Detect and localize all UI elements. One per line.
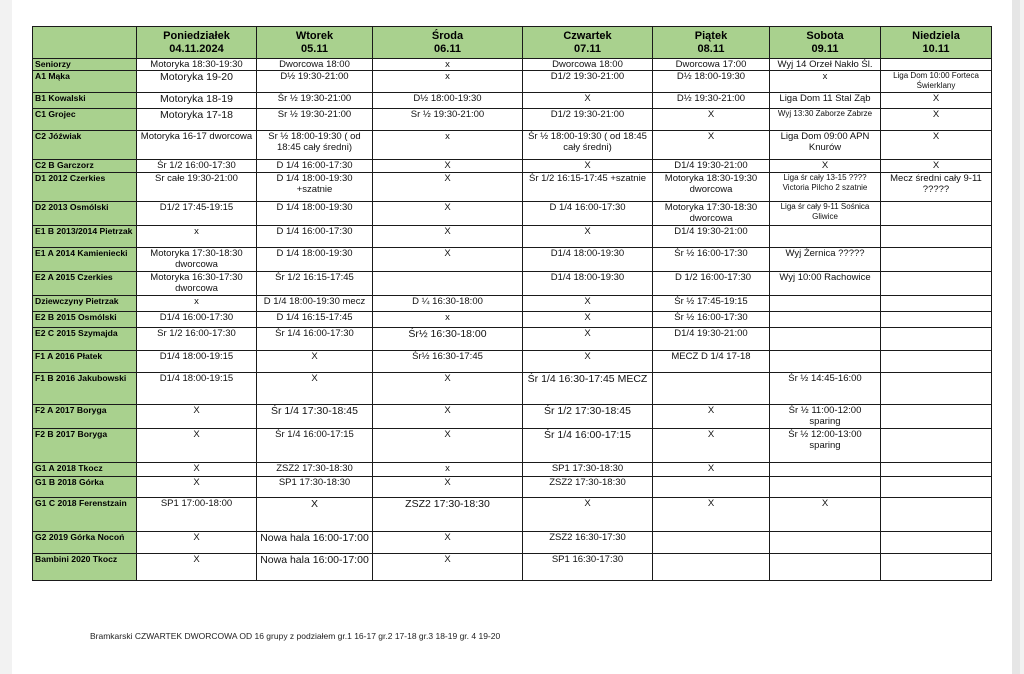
schedule-cell: Liga Dom 09:00 APN Knurów xyxy=(770,131,881,160)
header-thursday: Czwartek 07.11 xyxy=(523,27,653,59)
schedule-cell: X xyxy=(373,202,523,226)
group-name-cell: E2 C 2015 Szymajda xyxy=(33,328,137,351)
schedule-cell: Śr ½ 14:45-16:00 xyxy=(770,373,881,405)
schedule-cell xyxy=(770,328,881,351)
schedule-cell: X xyxy=(257,373,373,405)
group-name-cell: F1 A 2016 Płatek xyxy=(33,351,137,373)
schedule-cell: Motoryka 19-20 xyxy=(137,71,257,93)
schedule-row xyxy=(33,272,992,296)
schedule-cell: D½ 18:00-19:30 xyxy=(373,93,523,109)
schedule-cell: Śr 1/2 16:15-17:45 xyxy=(257,272,373,296)
schedule-cell: D1/4 18:00-19:30 xyxy=(523,272,653,296)
schedule-cell: X xyxy=(373,226,523,248)
schedule-cell: D1/4 18:00-19:30 xyxy=(523,248,653,272)
schedule-cell: Śr 1/4 16:00-17:30 xyxy=(257,328,373,351)
schedule-cell: ZSZ2 17:30-18:30 xyxy=(523,477,653,498)
schedule-cell: D 1/4 16:15-17:45 xyxy=(257,312,373,328)
schedule-cell: X xyxy=(137,463,257,477)
schedule-row xyxy=(33,173,992,202)
schedule-cell: Motoryka 18-19 xyxy=(137,93,257,109)
schedule-cell: X xyxy=(257,351,373,373)
schedule-cell: D 1/4 18:00-19:30 mecz xyxy=(257,296,373,312)
schedule-cell xyxy=(770,532,881,554)
schedule-row xyxy=(33,296,992,312)
group-name-cell: E2 A 2015 Czerkies xyxy=(33,272,137,296)
group-name-cell: E2 B 2015 Osmólski xyxy=(33,312,137,328)
schedule-cell: D1/2 19:30-21:00 xyxy=(523,109,653,131)
schedule-cell: x xyxy=(373,463,523,477)
schedule-cell: D1/4 19:30-21:00 xyxy=(653,226,770,248)
schedule-cell: x xyxy=(373,131,523,160)
schedule-cell: X xyxy=(653,429,770,463)
schedule-cell xyxy=(881,373,992,405)
group-name-cell: E1 A 2014 Kamieniecki xyxy=(33,248,137,272)
schedule-cell: Sr 1/2 16:00-17:30 xyxy=(137,328,257,351)
schedule-cell: X xyxy=(373,373,523,405)
schedule-cell: X xyxy=(523,226,653,248)
group-name-cell: G2 2019 Górka Nocoń xyxy=(33,532,137,554)
group-name-cell: Dziewczyny Pietrzak xyxy=(33,296,137,312)
schedule-cell: SP1 17:30-18:30 xyxy=(257,477,373,498)
schedule-cell: X xyxy=(881,93,992,109)
schedule-cell: D 1/2 16:00-17:30 xyxy=(653,272,770,296)
schedule-cell: D1/4 19:30-21:00 xyxy=(653,328,770,351)
schedule-cell: Śr 1/4 16:00-17:15 xyxy=(523,429,653,463)
schedule-cell: SP1 17:30-18:30 xyxy=(523,463,653,477)
header-tuesday: Wtorek 05.11 xyxy=(257,27,373,59)
header-corner xyxy=(33,27,137,59)
schedule-cell: X xyxy=(373,405,523,429)
schedule-row xyxy=(33,109,992,131)
schedule-cell: Wyj Żernica ????? xyxy=(770,248,881,272)
schedule-cell xyxy=(881,477,992,498)
header-friday: Piątek 08.11 xyxy=(653,27,770,59)
schedule-cell: SP1 17:00-18:00 xyxy=(137,498,257,532)
schedule-cell: X xyxy=(373,429,523,463)
schedule-cell: Liga Dom 11 Stal Ząb xyxy=(770,93,881,109)
schedule-cell: Śr ½ 16:00-17:30 xyxy=(653,312,770,328)
schedule-cell: Śr½ 16:30-18:00 xyxy=(373,328,523,351)
schedule-cell: X xyxy=(137,554,257,581)
schedule-row xyxy=(33,477,992,498)
group-name-cell: G1 C 2018 Ferenstzain xyxy=(33,498,137,532)
schedule-cell xyxy=(881,272,992,296)
schedule-cell: X xyxy=(373,248,523,272)
group-name-cell: B1 Kowalski xyxy=(33,93,137,109)
schedule-cell: Śr 1/2 17:30-18:45 xyxy=(523,405,653,429)
schedule-cell: D 1/4 16:00-17:30 xyxy=(257,226,373,248)
schedule-cell: Motoryka 17:30-18:30 dworcowa xyxy=(137,248,257,272)
schedule-cell: X xyxy=(653,109,770,131)
schedule-cell: Śr ½ 19:30-21:00 xyxy=(257,93,373,109)
schedule-cell xyxy=(881,532,992,554)
schedule-cell: D1/4 19:30-21:00 xyxy=(653,160,770,173)
schedule-cell xyxy=(653,532,770,554)
group-name-cell: G1 A 2018 Tkocz xyxy=(33,463,137,477)
schedule-cell xyxy=(770,554,881,581)
schedule-cell: D1/4 18:00-19:15 xyxy=(137,351,257,373)
schedule-cell: Śr ½ 17:45-19:15 xyxy=(653,296,770,312)
schedule-cell: Sr ½ 19:30-21:00 xyxy=(257,109,373,131)
schedule-cell: Sr całe 19:30-21:00 xyxy=(137,173,257,202)
group-name-cell: E1 B 2013/2014 Pietrzak xyxy=(33,226,137,248)
schedule-cell: X xyxy=(881,131,992,160)
schedule-cell: x xyxy=(137,226,257,248)
schedule-cell xyxy=(770,463,881,477)
group-name-cell: C2 Jóźwiak xyxy=(33,131,137,160)
schedule-cell xyxy=(653,373,770,405)
schedule-cell xyxy=(881,226,992,248)
schedule-cell: X xyxy=(770,160,881,173)
schedule-row xyxy=(33,160,992,173)
schedule-row xyxy=(33,554,992,581)
schedule-cell xyxy=(881,328,992,351)
schedule-cell: X xyxy=(257,498,373,532)
goalkeeper-training-note: Bramkarski CZWARTEK DWORCOWA OD 16 grupy z podziałem gr.1 16-17 gr.2 17-18 gr.3 18-19 gr. 4 19-20 xyxy=(90,631,501,641)
schedule-cell: Motoryka 17:30-18:30 dworcowa xyxy=(653,202,770,226)
group-name-cell: G1 B 2018 Górka xyxy=(33,477,137,498)
schedule-cell: X xyxy=(770,498,881,532)
schedule-cell: x xyxy=(770,71,881,93)
schedule-cell xyxy=(881,59,992,71)
schedule-cell: X xyxy=(653,131,770,160)
schedule-cell: ZSZ2 16:30-17:30 xyxy=(523,532,653,554)
schedule-cell: Wyj 14 Orzeł Nakło Śl. xyxy=(770,59,881,71)
schedule-row xyxy=(33,71,992,93)
schedule-cell xyxy=(881,405,992,429)
schedule-cell xyxy=(770,226,881,248)
schedule-cell: D1/2 17:45-19:15 xyxy=(137,202,257,226)
schedule-cell: Śr 1/2 16:15-17:45 +szatnie xyxy=(523,173,653,202)
group-name-cell: F2 B 2017 Boryga xyxy=(33,429,137,463)
schedule-cell: x xyxy=(373,59,523,71)
schedule-row xyxy=(33,59,992,71)
schedule-cell: X xyxy=(881,160,992,173)
schedule-cell: ZSZ2 17:30-18:30 xyxy=(257,463,373,477)
schedule-cell: D½ 18:00-19:30 xyxy=(653,71,770,93)
schedule-cell xyxy=(653,554,770,581)
schedule-cell: Śr 1/4 16:30-17:45 MECZ xyxy=(523,373,653,405)
schedule-cell xyxy=(373,272,523,296)
group-name-cell: D1 2012 Czerkies xyxy=(33,173,137,202)
schedule-cell: Wyj 13:30 Zaborze Zabrze xyxy=(770,109,881,131)
schedule-cell xyxy=(770,351,881,373)
schedule-cell: Śr 1/4 17:30-18:45 xyxy=(257,405,373,429)
schedule-cell: D1/2 19:30-21:00 xyxy=(523,71,653,93)
schedule-cell: X xyxy=(137,405,257,429)
schedule-cell: X xyxy=(523,296,653,312)
schedule-row xyxy=(33,93,992,109)
document-page xyxy=(12,0,1012,674)
schedule-cell: Dworcowa 18:00 xyxy=(257,59,373,71)
schedule-cell: X xyxy=(373,173,523,202)
schedule-cell: X xyxy=(523,312,653,328)
schedule-cell xyxy=(770,477,881,498)
training-schedule-table xyxy=(32,26,992,581)
schedule-cell: D1/4 16:00-17:30 xyxy=(137,312,257,328)
header-row xyxy=(33,27,992,59)
schedule-cell: SP1 16:30-17:30 xyxy=(523,554,653,581)
schedule-cell: Liga śr cały 9-11 Sośnica Gliwice xyxy=(770,202,881,226)
schedule-cell xyxy=(881,554,992,581)
schedule-row xyxy=(33,328,992,351)
schedule-cell: Śr ½ 16:00-17:30 xyxy=(653,248,770,272)
schedule-cell: X xyxy=(523,328,653,351)
schedule-cell xyxy=(881,429,992,463)
group-name-cell: C2 B Garczorz xyxy=(33,160,137,173)
schedule-cell: Liga śr cały 13-15 ???? Victoria Pilcho 2 szatnie xyxy=(770,173,881,202)
group-name-cell: D2 2013 Osmólski xyxy=(33,202,137,226)
schedule-row xyxy=(33,429,992,463)
schedule-cell xyxy=(881,463,992,477)
schedule-cell: X xyxy=(137,532,257,554)
schedule-cell: X xyxy=(653,498,770,532)
schedule-cell: X xyxy=(523,93,653,109)
schedule-cell: Śr½ 16:30-17:45 xyxy=(373,351,523,373)
schedule-cell xyxy=(881,498,992,532)
group-name-cell: C1 Grojec xyxy=(33,109,137,131)
group-name-cell: Bambini 2020 Tkocz xyxy=(33,554,137,581)
schedule-cell: X xyxy=(653,405,770,429)
schedule-row xyxy=(33,202,992,226)
schedule-cell: Śr ½ 18:00-19:30 ( od 18:45 cały średni) xyxy=(523,131,653,160)
schedule-cell: x xyxy=(137,296,257,312)
schedule-cell: X xyxy=(523,498,653,532)
schedule-cell: X xyxy=(373,532,523,554)
schedule-cell: D 1/4 18:00-19:30 +szatnie xyxy=(257,173,373,202)
schedule-cell: Mecz średni cały 9-11 ????? xyxy=(881,173,992,202)
header-sunday: Niedziela 10.11 xyxy=(881,27,992,59)
schedule-cell xyxy=(653,477,770,498)
schedule-cell: D½ 19:30-21:00 xyxy=(257,71,373,93)
schedule-row xyxy=(33,226,992,248)
schedule-cell: D ¼ 16:30-18:00 xyxy=(373,296,523,312)
schedule-cell: Dworcowa 18:00 xyxy=(523,59,653,71)
schedule-cell: X xyxy=(523,351,653,373)
schedule-cell: Nowa hala 16:00-17:00 xyxy=(257,532,373,554)
schedule-cell: X xyxy=(373,160,523,173)
schedule-row xyxy=(33,405,992,429)
schedule-cell: X xyxy=(523,160,653,173)
schedule-row xyxy=(33,498,992,532)
schedule-cell: Motoryka 16:30-17:30 dworcowa xyxy=(137,272,257,296)
schedule-cell: X xyxy=(373,477,523,498)
group-name-cell: F2 A 2017 Boryga xyxy=(33,405,137,429)
schedule-row xyxy=(33,312,992,328)
schedule-cell xyxy=(881,351,992,373)
schedule-row xyxy=(33,463,992,477)
schedule-cell: Dworcowa 17:00 xyxy=(653,59,770,71)
schedule-cell: X xyxy=(653,463,770,477)
schedule-cell: D 1/4 18:00-19:30 xyxy=(257,248,373,272)
schedule-cell: x xyxy=(373,71,523,93)
schedule-cell xyxy=(881,248,992,272)
header-saturday: Sobota 09.11 xyxy=(770,27,881,59)
schedule-cell: Śr ½ 11:00-12:00 sparing xyxy=(770,405,881,429)
schedule-row xyxy=(33,373,992,405)
schedule-cell xyxy=(770,312,881,328)
schedule-cell: ZSZ2 17:30-18:30 xyxy=(373,498,523,532)
schedule-cell: X xyxy=(137,429,257,463)
schedule-cell: Śr 1/2 16:00-17:30 xyxy=(137,160,257,173)
schedule-cell: Motoryka 18:30-19:30 dworcowa xyxy=(653,173,770,202)
schedule-cell: Liga Dom 10:00 Forteca Świerklany xyxy=(881,71,992,93)
header-wednesday: Środa 06.11 xyxy=(373,27,523,59)
schedule-row xyxy=(33,351,992,373)
schedule-cell: D½ 19:30-21:00 xyxy=(653,93,770,109)
schedule-row xyxy=(33,248,992,272)
schedule-cell: Wyj 10:00 Rachowice xyxy=(770,272,881,296)
schedule-cell: Śr ½ 12:00-13:00 sparing xyxy=(770,429,881,463)
schedule-cell xyxy=(881,202,992,226)
schedule-cell: Nowa hala 16:00-17:00 xyxy=(257,554,373,581)
schedule-cell xyxy=(881,296,992,312)
schedule-cell: D 1/4 16:00-17:30 xyxy=(523,202,653,226)
schedule-cell: Motoryka 17-18 xyxy=(137,109,257,131)
schedule-cell: D 1/4 18:00-19:30 xyxy=(257,202,373,226)
group-name-cell: Seniorzy xyxy=(33,59,137,71)
schedule-cell: Motoryka 16-17 dworcowa xyxy=(137,131,257,160)
schedule-cell: Motoryka 18:30-19:30 xyxy=(137,59,257,71)
schedule-cell: X xyxy=(881,109,992,131)
schedule-cell xyxy=(881,312,992,328)
schedule-row xyxy=(33,131,992,160)
schedule-row xyxy=(33,532,992,554)
schedule-cell xyxy=(770,296,881,312)
schedule-cell: D1/4 18:00-19:15 xyxy=(137,373,257,405)
schedule-cell: Sr ½ 19:30-21:00 xyxy=(373,109,523,131)
schedule-cell: Śr 1/4 16:00-17:15 xyxy=(257,429,373,463)
schedule-cell: Sr ½ 18:00-19:30 ( od 18:45 cały średni) xyxy=(257,131,373,160)
header-monday: Poniedziałek 04.11.2024 xyxy=(137,27,257,59)
group-name-cell: F1 B 2016 Jakubowski xyxy=(33,373,137,405)
schedule-cell: X xyxy=(137,477,257,498)
group-name-cell: A1 Mąka xyxy=(33,71,137,93)
schedule-cell: MECZ D 1/4 17-18 xyxy=(653,351,770,373)
schedule-cell: D 1/4 16:00-17:30 xyxy=(257,160,373,173)
schedule-cell: x xyxy=(373,312,523,328)
schedule-cell: X xyxy=(373,554,523,581)
